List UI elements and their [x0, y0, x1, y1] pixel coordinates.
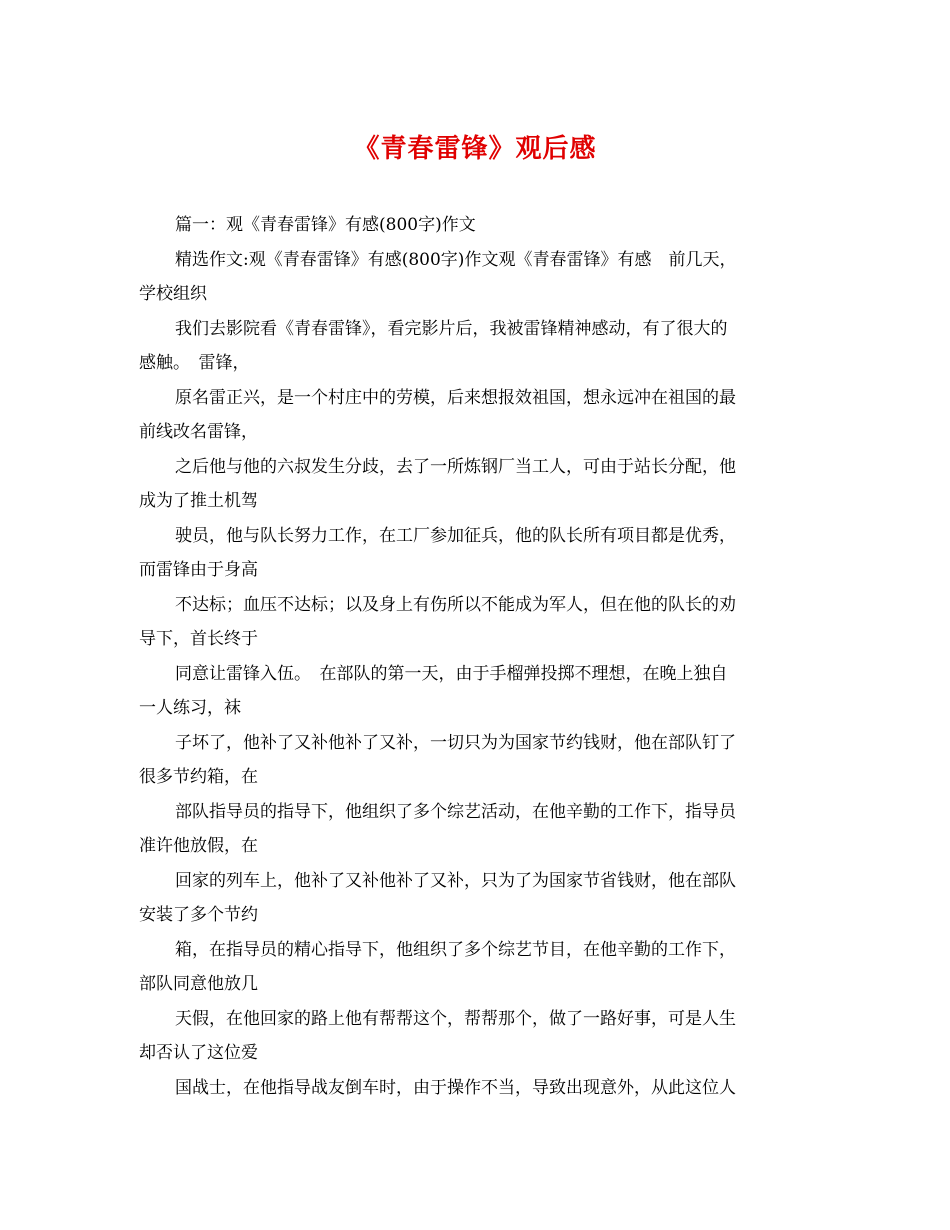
text-line: 回家的列车上，他补了又补他补了又补，只为了为国家节省钱财，他在部队: [175, 870, 736, 891]
text-line: 感触。 雷锋，: [139, 353, 250, 373]
text-line: 箱，在指导员的精心指导下，他组织了多个综艺节目，在他辛勤的工作下，: [175, 939, 736, 960]
paragraph: [139, 450, 811, 519]
text-line: 同意让雷锋入伍。 在部队的第一天，由于手榴弹投掷不理想，在晚上独自: [175, 663, 728, 684]
paragraph: [139, 381, 811, 450]
text-line: 我们去影院看《青春雷锋》，看完影片后，我被雷锋精神感动，有了很大的: [175, 318, 728, 339]
text-line: 成为了推土机驾: [139, 491, 258, 511]
text-line: 前线改名雷锋，: [139, 422, 258, 442]
text-line: 导下，首长终于: [139, 629, 258, 649]
text-line: 安装了多个节约: [139, 905, 258, 925]
text-line: 精选作文:观《青春雷锋》有感(800字)作文观《青春雷锋》有感 前几天，: [175, 249, 737, 270]
paragraph: [139, 1002, 811, 1071]
paragraph: [139, 208, 811, 243]
text-line: 一人练习，袜: [139, 698, 241, 718]
paragraph: [139, 795, 811, 864]
text-line: 国战士，在他指导战友倒车时，由于操作不当，导致出现意外，从此这位人: [175, 1077, 736, 1098]
paragraph: [139, 519, 811, 588]
text-line: 不达标；血压不达标；以及身上有伤所以不能成为军人，但在他的队长的劝: [175, 594, 736, 615]
text-line: 原名雷正兴，是一个村庄中的劳模，后来想报效祖国，想永远冲在祖国的最: [175, 387, 736, 408]
document-title: 《青春雷锋》观后感: [353, 134, 597, 164]
text-line: 学校组织: [139, 284, 207, 304]
text-line: 部队同意他放几: [139, 974, 258, 994]
text-line: 部队指导员的指导下，他组织了多个综艺活动，在他辛勤的工作下，指导员: [175, 801, 736, 822]
paragraph: [139, 243, 811, 312]
text-line: 准许他放假，在: [139, 836, 258, 856]
paragraph: [139, 1071, 811, 1106]
text-line: 却否认了这位爱: [139, 1043, 258, 1063]
text-line: 驶员，他与队长努力工作，在工厂参加征兵，他的队长所有项目都是优秀，: [175, 525, 736, 546]
paragraph: [139, 864, 811, 933]
paragraph: [139, 933, 811, 1002]
text-line: 子坏了，他补了又补他补了又补，一切只为为国家节约钱财，他在部队钉了: [175, 732, 736, 753]
paragraph: [139, 312, 811, 381]
text-line: 天假，在他回家的路上他有帮帮这个，帮帮那个，做了一路好事，可是人生: [175, 1008, 736, 1029]
text-line: 而雷锋由于身高: [139, 560, 258, 580]
text-line: 篇一：观《青春雷锋》有感(800字)作文: [175, 215, 476, 235]
document-body: [139, 208, 811, 1105]
paragraph: [139, 657, 811, 726]
text-line: 之后他与他的六叔发生分歧，去了一所炼钢厂当工人，可由于站长分配，他: [175, 456, 736, 477]
text-line: 很多节约箱，在: [139, 767, 258, 787]
paragraph: [139, 726, 811, 795]
paragraph: [139, 588, 811, 657]
